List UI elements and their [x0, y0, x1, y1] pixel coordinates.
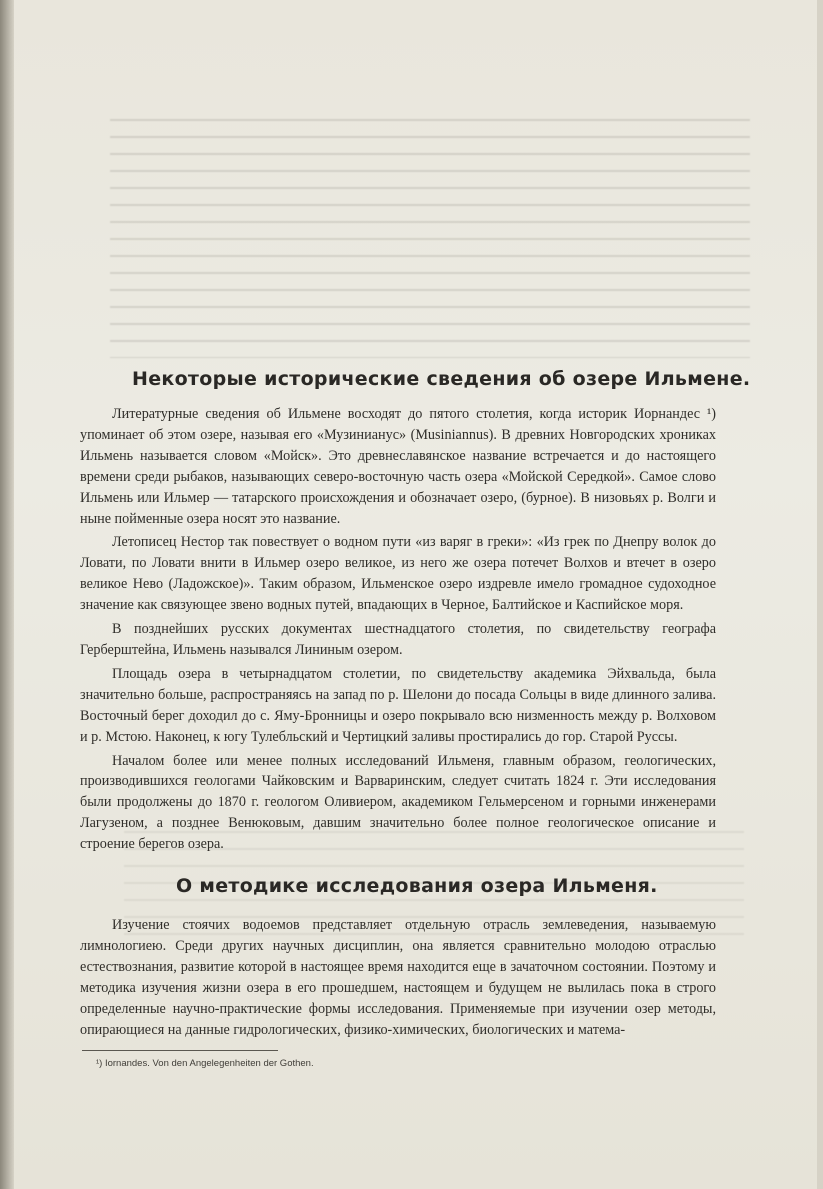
footnote: ¹) Iornandes. Von den Angelegenheiten der Gothen. [96, 1058, 314, 1069]
paragraph: Началом более или менее полных исследований Ильменя, главным образом, геологических, производившихся геологами Чайковским и Варваринским, следует считать 1824 г. Эти исследования были продолжены до 1870 г. геологом Оливиером, академиком Гельмерсеном и горными инженерами Лагузеном, а позднее Венюковым, давшим значительно более полное геологическое описание и строение берегов озера. [80, 752, 716, 853]
paragraph: Изучение стоячих водоемов представляет отдельную отрасль землеведения, называемую лимнологиею. Среди других научных дисциплин, она является сравнительно молодою отраслью естествознания, развитие которой в настоящее время находится еще в зачаточном состоянии. Поэтому и методика изучения жизни озера в его прошедшем, настоящем и будущем не вылилась пока в строго определенные научно-практические формы исследования. Применяемые при изучении озер методы, опирающиеся на данные гидрологических, физико-химических, биологических и матема- [80, 917, 716, 1038]
section-body-history [80, 404, 716, 858]
footnote-divider [82, 1050, 278, 1051]
paragraph: Летописец Нестор так повествует о водном пути «из варяг в греки»: «Из грек по Днепру волок до Ловати, по Ловати внити в Ильмер озеро великое, из него же озера потечет Волхов и втечет в озеро великое Нево (Ладожское)». Таким образом, Ильменское озеро издревле имело громадное судоходное значение как связующее звено водных путей, впадающих в Черное, Балтийское и Каспийское моря. [80, 534, 716, 614]
section-heading-history: Некоторые исторические сведения об озере Ильмене. [132, 368, 751, 390]
paragraph: Площадь озера в четырнадцатом столетии, по свидетельству академика Эйхвальда, была значительно больше, распространяясь на запад по р. Шелони до посада Сольцы в виде длинного залива. Восточный берег доходил до с. Яму-Бронницы и озеро покрывало всю низменность между р. Волховом и р. Мстою. Наконец, к югу Тулебльский и Чертицкий заливы простирались до гор. Старой Руссы. [80, 665, 716, 745]
section-body-methods [80, 915, 716, 1043]
paragraph: В позднейших русских документах шестнадцатого столетия, по свидетельству географа Герберштейна, Ильмень назывался Лининым озером. [80, 621, 716, 658]
book-spine-shadow [0, 0, 14, 1189]
bleed-through-text [110, 108, 750, 358]
section-heading-methods: О методике исследования озера Ильменя. [176, 875, 658, 897]
paragraph: Литературные сведения об Ильмене восходят до пятого столетия, когда историк Иорнандес ¹) упоминает об этом озере, называя его «Музинианус» (Musiniannus). В древних Новгородских хрониках Ильмень называется словом «Мойск». Это древнеславянское название встречается и до настоящего времени среди рыбаков, называющих северо-восточную часть озера «Мойской Середкой». Самое слово Ильмень или Ильмер — татарского происхождения и обозначает озеро, (бурное). В низовьях р. Волги и ныне пойменные озера носят это название. [80, 406, 716, 527]
